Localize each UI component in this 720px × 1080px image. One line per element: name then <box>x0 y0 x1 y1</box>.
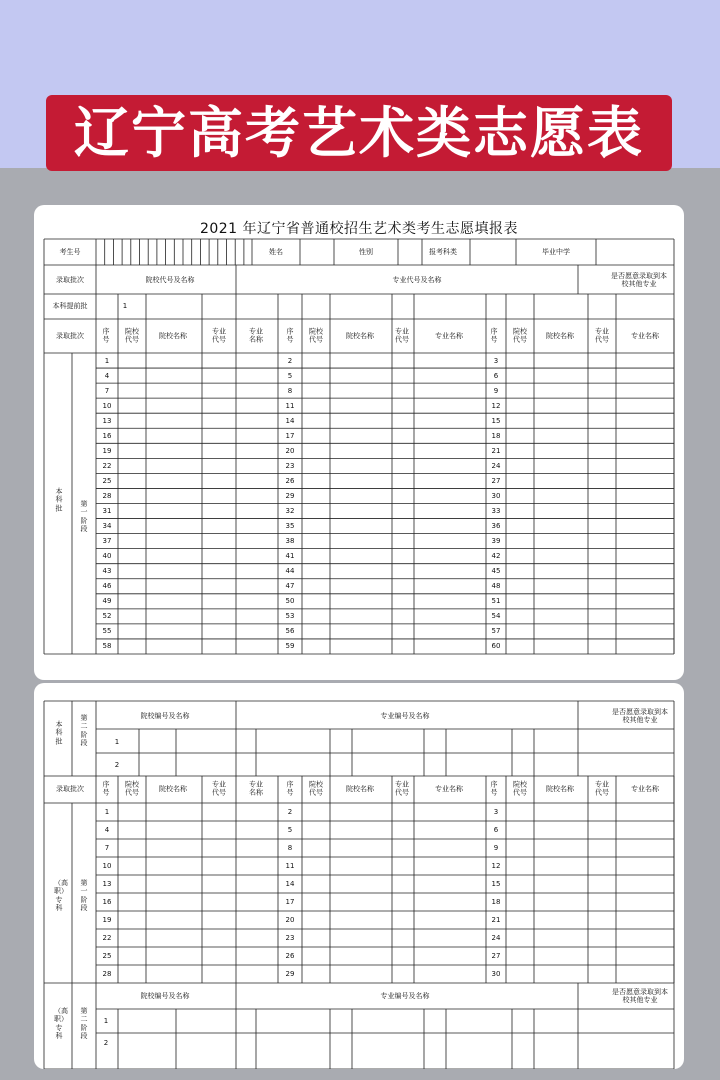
seq-number: 3 <box>493 807 499 816</box>
voc-stage2-row-1: 1 <box>103 1016 109 1025</box>
form-grid-page1 <box>34 205 684 680</box>
label-school: 毕业中学 <box>542 247 570 256</box>
col2-school-code-1: 院校代号 <box>125 780 139 797</box>
seq-number: 33 <box>491 506 501 515</box>
seq-number: 20 <box>285 915 295 924</box>
seq-number: 11 <box>285 401 295 410</box>
label-school-code-name-3: 院校编号及名称 <box>140 991 190 1000</box>
seq-number: 42 <box>491 552 501 561</box>
col2-major-name-1: 专业名称 <box>249 780 263 797</box>
seq-number: 34 <box>102 522 112 531</box>
stage2-row-1: 1 <box>114 737 120 746</box>
seq-number: 7 <box>104 386 110 395</box>
label-batch: 录取批次 <box>56 275 84 284</box>
col2-seq-3: 序号 <box>490 780 498 797</box>
seq-number: 10 <box>102 401 112 410</box>
seq-number: 1 <box>104 356 110 365</box>
seq-number: 29 <box>285 491 295 500</box>
seq-number: 31 <box>102 506 112 515</box>
col2-major-code-2: 专业代号 <box>395 780 409 797</box>
seq-number: 44 <box>285 567 295 576</box>
seq-number: 48 <box>491 582 501 591</box>
col-school-code-1: 院校代号 <box>125 327 139 344</box>
col2-major-code-3: 专业代号 <box>595 780 609 797</box>
label-batch-col: 录取批次 <box>56 331 84 340</box>
seq-number: 39 <box>491 537 501 546</box>
label-zhuanke-2: （高职）专科 <box>54 1007 68 1041</box>
seq-number: 45 <box>491 567 501 576</box>
col2-school-name-2: 院校名称 <box>346 784 374 793</box>
col-school-name-3: 院校名称 <box>546 331 574 340</box>
col-major-name-1: 专业名称 <box>249 327 263 344</box>
label-willing-transfer: 是否愿意录取到本校其他专业 <box>611 271 667 288</box>
seq-number: 2 <box>287 356 293 365</box>
seq-number: 27 <box>491 476 501 485</box>
label-name: 姓名 <box>269 247 283 256</box>
seq-number: 58 <box>102 642 112 651</box>
seq-number: 18 <box>491 431 501 440</box>
col2-major-code-1: 专业代号 <box>212 780 226 797</box>
label-major-code-name-2: 专业编号及名称 <box>380 711 430 720</box>
col2-school-code-3: 院校代号 <box>513 780 527 797</box>
seq-number: 28 <box>102 969 112 978</box>
col-major-code-2: 专业代号 <box>395 327 409 344</box>
seq-number: 12 <box>491 401 501 410</box>
seq-number: 24 <box>491 461 501 470</box>
seq-number: 22 <box>102 933 112 942</box>
form-sheet-page2 <box>34 683 684 1069</box>
seq-number: 21 <box>491 915 501 924</box>
form-sheet-page1 <box>34 205 684 680</box>
seq-number: 17 <box>285 897 295 906</box>
label-stage2: 第二阶段 <box>80 714 88 748</box>
label-benke-2: 本科批 <box>55 720 63 746</box>
label-major-code-name: 专业代号及名称 <box>392 275 442 284</box>
seq-number: 4 <box>104 371 110 380</box>
seq-number: 49 <box>102 597 112 606</box>
seq-number: 25 <box>102 476 112 485</box>
stage2-row-2: 2 <box>114 760 120 769</box>
label-zhuanke: （高职）专科 <box>54 879 68 913</box>
label-willing-transfer-3: 是否愿意录取到本校其他专业 <box>612 987 668 1004</box>
seq-number: 9 <box>493 843 499 852</box>
seq-number: 21 <box>491 446 501 455</box>
col-school-name-1: 院校名称 <box>159 331 187 340</box>
seq-number: 1 <box>104 807 110 816</box>
seq-number: 16 <box>102 897 112 906</box>
col2-seq-2: 序号 <box>286 780 294 797</box>
seq-number: 8 <box>287 843 293 852</box>
title-banner: 辽宁高考艺术类志愿表 <box>46 95 672 171</box>
col2-school-name-1: 院校名称 <box>159 784 187 793</box>
label-early-batch: 本科提前批 <box>52 301 88 310</box>
seq-number: 5 <box>287 371 293 380</box>
label-student-no: 考生号 <box>59 247 81 256</box>
seq-number: 17 <box>285 431 295 440</box>
col2-school-name-3: 院校名称 <box>546 784 574 793</box>
seq-number: 22 <box>102 461 112 470</box>
seq-number: 30 <box>491 491 501 500</box>
label-school-code-name-2: 院校编号及名称 <box>140 711 190 720</box>
seq-number: 4 <box>104 825 110 834</box>
seq-number: 53 <box>285 612 295 621</box>
seq-number: 38 <box>285 537 295 546</box>
seq-number: 32 <box>285 506 295 515</box>
seq-number: 59 <box>285 642 295 651</box>
label-voc-stage2: 第二阶段 <box>80 1007 88 1041</box>
label-stage1: 第一阶段 <box>80 500 88 534</box>
seq-number: 23 <box>285 461 295 470</box>
label-gender: 性别 <box>359 247 373 256</box>
col-major-code-1: 专业代号 <box>212 327 226 344</box>
seq-number: 7 <box>104 843 110 852</box>
seq-number: 11 <box>285 861 295 870</box>
seq-number: 13 <box>102 879 112 888</box>
col-major-name-2: 专业名称 <box>435 331 463 340</box>
seq-number: 30 <box>491 969 501 978</box>
col2-major-name-2: 专业名称 <box>435 784 463 793</box>
col-seq-2: 序号 <box>286 327 294 344</box>
early-batch-number: 1 <box>122 301 128 310</box>
seq-number: 54 <box>491 612 501 621</box>
seq-number: 43 <box>102 567 112 576</box>
seq-number: 29 <box>285 969 295 978</box>
seq-number: 47 <box>285 582 295 591</box>
seq-number: 52 <box>102 612 112 621</box>
seq-number: 19 <box>102 915 112 924</box>
seq-number: 14 <box>285 416 295 425</box>
label-willing-transfer-2: 是否愿意录取到本校其他专业 <box>612 707 668 724</box>
seq-number: 57 <box>491 627 501 636</box>
label-batch-2: 录取批次 <box>56 784 84 793</box>
form-title: 2021 年辽宁省普通校招生艺术类考生志愿填报表 <box>199 221 519 237</box>
col-school-code-3: 院校代号 <box>513 327 527 344</box>
seq-number: 46 <box>102 582 112 591</box>
label-school-code-name: 院校代号及名称 <box>145 275 195 284</box>
seq-number: 50 <box>285 597 295 606</box>
seq-number: 51 <box>491 597 501 606</box>
seq-number: 41 <box>285 552 295 561</box>
seq-number: 13 <box>102 416 112 425</box>
col2-school-code-2: 院校代号 <box>309 780 323 797</box>
seq-number: 8 <box>287 386 293 395</box>
seq-number: 3 <box>493 356 499 365</box>
col-major-code-3: 专业代号 <box>595 327 609 344</box>
seq-number: 23 <box>285 933 295 942</box>
seq-number: 40 <box>102 552 112 561</box>
seq-number: 27 <box>491 951 501 960</box>
seq-number: 6 <box>493 371 499 380</box>
col-seq-3: 序号 <box>490 327 498 344</box>
seq-number: 2 <box>287 807 293 816</box>
col2-major-name-3: 专业名称 <box>631 784 659 793</box>
seq-number: 35 <box>285 522 295 531</box>
seq-number: 25 <box>102 951 112 960</box>
col-major-name-3: 专业名称 <box>631 331 659 340</box>
seq-number: 55 <box>102 627 112 636</box>
label-subject: 报考科类 <box>429 247 457 256</box>
label-benke: 本科批 <box>55 487 63 513</box>
seq-number: 5 <box>287 825 293 834</box>
col-school-name-2: 院校名称 <box>346 331 374 340</box>
seq-number: 26 <box>285 476 295 485</box>
seq-number: 20 <box>285 446 295 455</box>
seq-number: 56 <box>285 627 295 636</box>
label-major-code-name-3: 专业编号及名称 <box>380 991 430 1000</box>
seq-number: 15 <box>491 416 501 425</box>
label-voc-stage1: 第一阶段 <box>80 879 88 913</box>
seq-number: 9 <box>493 386 499 395</box>
voc-stage2-row-2: 2 <box>103 1038 109 1047</box>
col2-seq-1: 序号 <box>102 780 110 797</box>
seq-number: 24 <box>491 933 501 942</box>
col-seq-1: 序号 <box>102 327 110 344</box>
seq-number: 16 <box>102 431 112 440</box>
seq-number: 36 <box>491 522 501 531</box>
seq-number: 19 <box>102 446 112 455</box>
seq-number: 60 <box>491 642 501 651</box>
seq-number: 6 <box>493 825 499 834</box>
seq-number: 15 <box>491 879 501 888</box>
seq-number: 28 <box>102 491 112 500</box>
seq-number: 26 <box>285 951 295 960</box>
seq-number: 10 <box>102 861 112 870</box>
seq-number: 14 <box>285 879 295 888</box>
seq-number: 18 <box>491 897 501 906</box>
seq-number: 37 <box>102 537 112 546</box>
seq-number: 12 <box>491 861 501 870</box>
form-grid-page2 <box>34 683 684 1069</box>
col-school-code-2: 院校代号 <box>309 327 323 344</box>
